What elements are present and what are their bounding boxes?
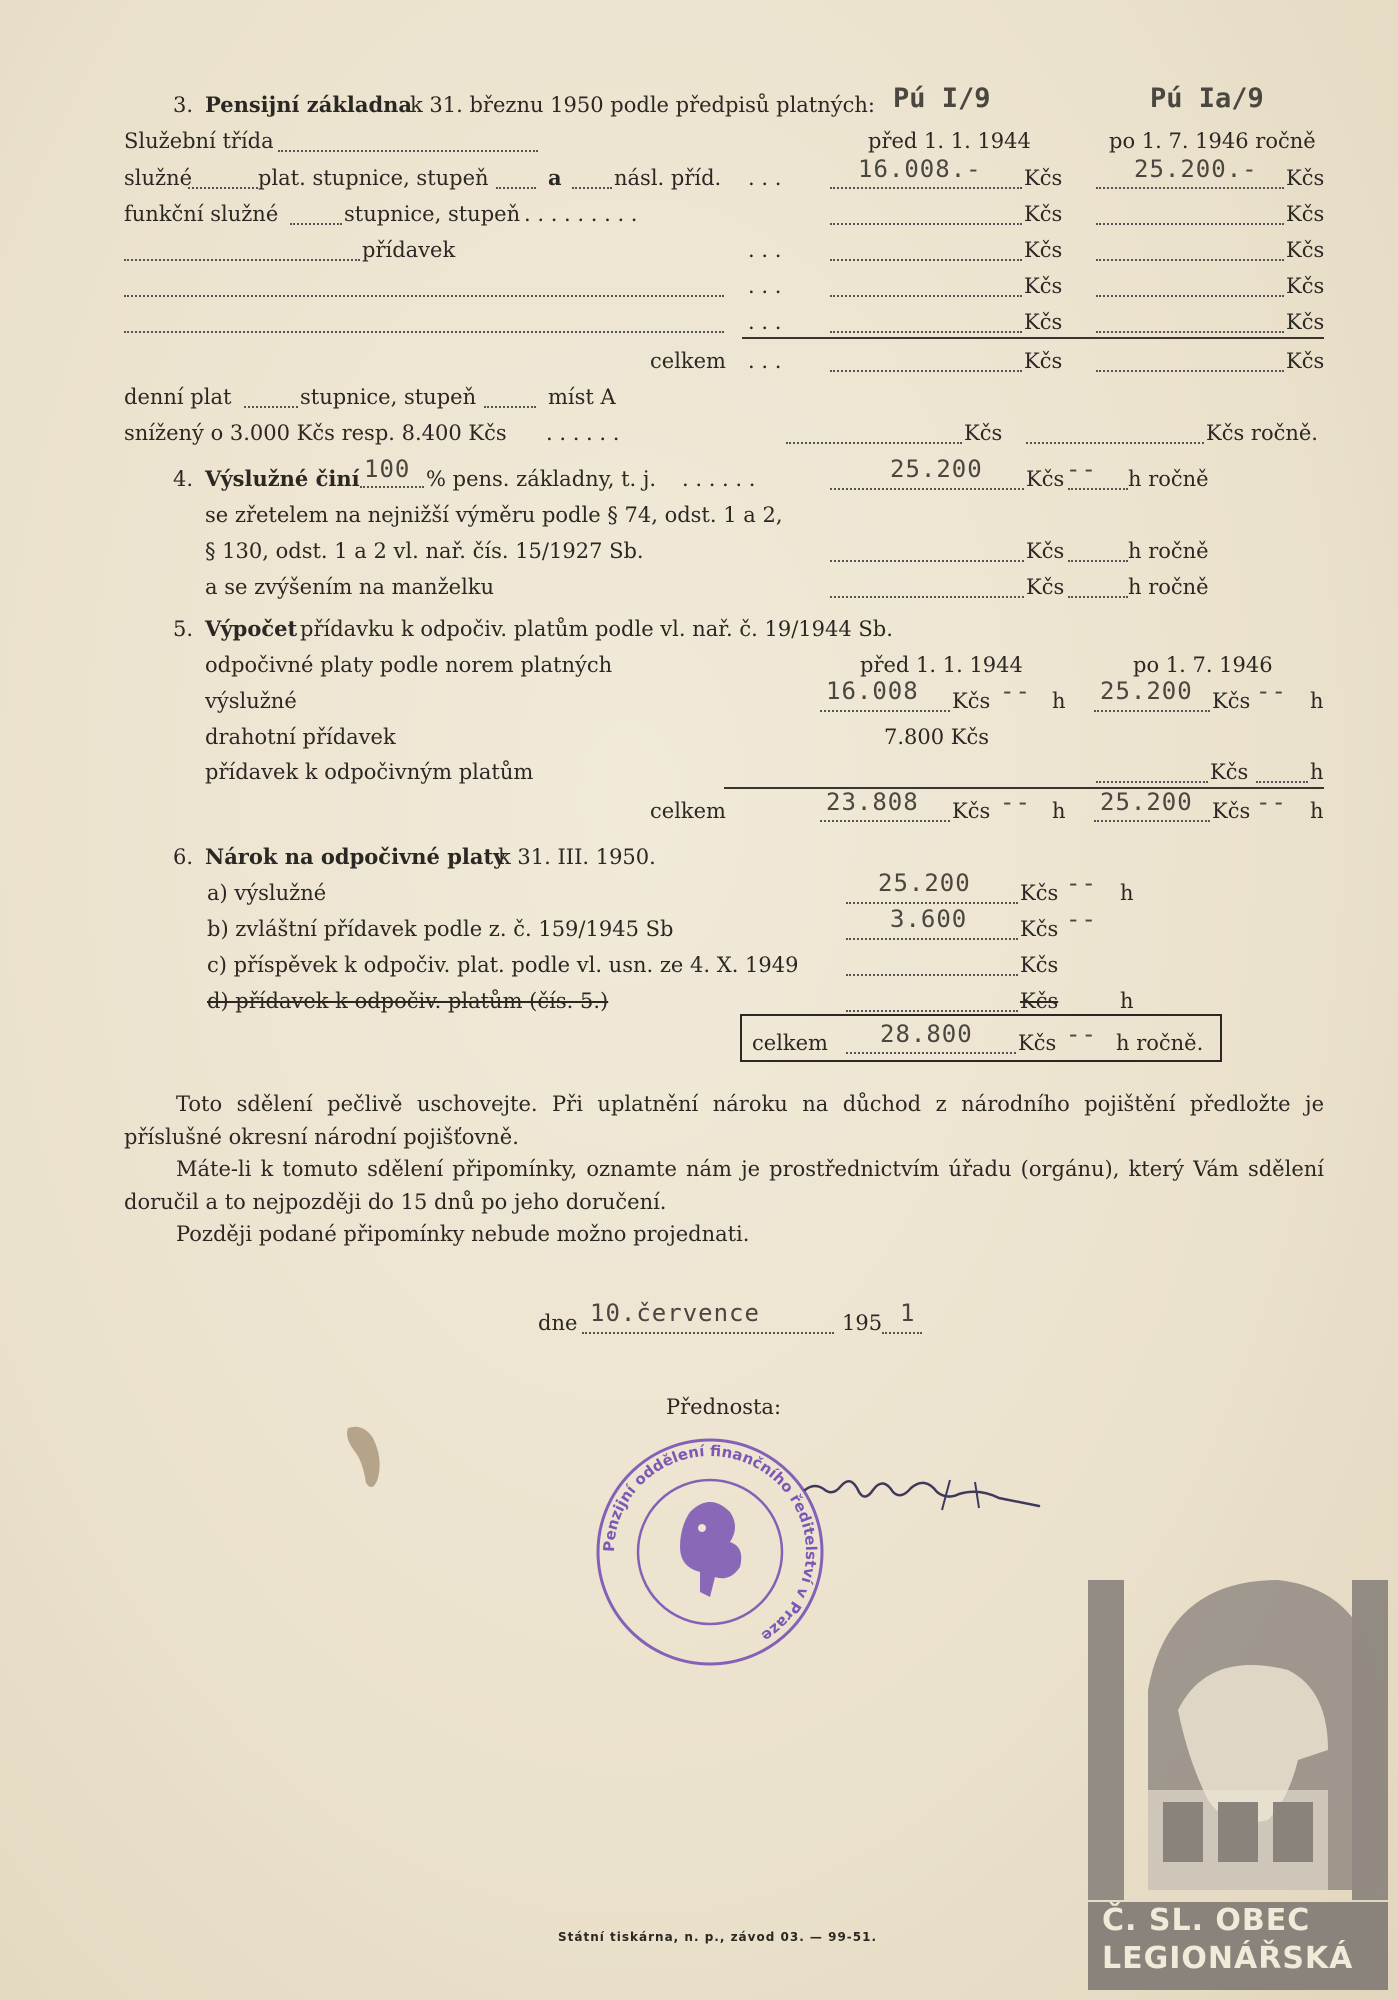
kcs-label: Kčs (1212, 799, 1251, 823)
dotted-line (1068, 488, 1128, 490)
plat-stupnice-label: plat. stupnice, stupeň (258, 166, 489, 190)
h-label: h (1310, 689, 1324, 713)
dotted-line (244, 406, 298, 408)
dotted-line (1096, 331, 1284, 333)
section4-line4: a se zvýšením na manželku (205, 575, 495, 599)
dots-leader: . . . (748, 238, 782, 262)
dotted-line (830, 187, 1022, 189)
sluzne-label: služné (124, 166, 193, 190)
kcs-label: Kčs (1018, 1031, 1057, 1055)
haler-dash: -- (1066, 905, 1097, 933)
dotted-line (830, 488, 1024, 490)
kcs-label: Kčs (1212, 689, 1251, 713)
coat-of-arms-icon (1163, 1802, 1203, 1862)
kcs-label: Kčs (1024, 202, 1063, 226)
stain-mark (338, 1418, 398, 1498)
dotted-line (1256, 781, 1308, 783)
dotted-line (290, 223, 342, 225)
s5-celkem-col2: 25.200 (1100, 788, 1193, 816)
vysluzne-label: výslužné (205, 689, 297, 713)
h-label: h (1120, 989, 1134, 1013)
mist-a-label: míst A (548, 385, 616, 409)
dotted-line (1026, 442, 1204, 444)
signature-icon (800, 1460, 1060, 1520)
dotted-line (846, 974, 1018, 976)
kcs-label: Kčs (1026, 575, 1065, 599)
funkcni-label: funkční služné (124, 202, 279, 226)
item-a-value: 25.200 (878, 869, 971, 897)
a-label: a (548, 165, 562, 190)
stupnice-stupen-label: stupnice, stupeň (300, 385, 477, 409)
pridavek-label: přídavek (362, 238, 456, 262)
drahotni-label: drahotní přídavek (205, 725, 396, 749)
date-value: 10.července (590, 1299, 760, 1327)
dotted-line (572, 187, 612, 189)
dotted-line (830, 331, 1022, 333)
h-rocne-label: h ročně (1128, 539, 1209, 563)
kcs-label: Kčs (1286, 238, 1325, 262)
kcs-label: Kčs (1020, 881, 1059, 905)
dotted-line (830, 560, 1024, 562)
dotted-line (496, 187, 536, 189)
haler-dash: -- (1256, 677, 1287, 705)
s5-celkem-col1: 23.808 (826, 788, 919, 816)
dots-leader: . . . (748, 349, 782, 373)
dotted-line (830, 223, 1022, 225)
sum-rule (742, 337, 1324, 339)
dotted-line (1096, 223, 1284, 225)
percentage-value: 100 (364, 455, 411, 483)
h-rocne-label: h ročně. (1116, 1031, 1204, 1055)
haler-dash: -- (1066, 869, 1097, 897)
nasl-prid-label: násl. příd. (614, 166, 722, 190)
notice-paragraph-3: Později podané připomínky nebude možno projednati. (176, 1222, 750, 1246)
section5-title: Výpočet (205, 616, 298, 641)
haler-dash: -- (1000, 788, 1031, 816)
dots-leader: . . . (748, 310, 782, 334)
col2-header: Pú Ia/9 (1150, 83, 1264, 114)
celkem-label: celkem (752, 1031, 828, 1055)
section5-number: 5. (173, 617, 194, 641)
kcs-label: Kčs (1286, 202, 1325, 226)
s5-col2-header: po 1. 7. 1946 (1133, 653, 1273, 677)
denni-plat-label: denní plat (124, 385, 232, 409)
section3-number: 3. (173, 93, 194, 117)
dotted-line (830, 295, 1022, 297)
date-prefix: dne (538, 1311, 578, 1335)
section5-sub: odpočivné platy podle norem platných (205, 653, 613, 677)
kcs-label: Kčs (1286, 349, 1325, 373)
kcs-label: Kčs (1286, 274, 1325, 298)
printer-footer: Státní tiskárna, n. p., závod 03. — 99-51. (558, 1930, 878, 1944)
kcs-label: Kčs (1020, 953, 1059, 977)
dotted-line (820, 710, 950, 712)
kcs-rocne-label: Kčs ročně. (1206, 421, 1318, 445)
vysluzne-amount: 25.200 (890, 455, 983, 483)
official-stamp (590, 1432, 830, 1672)
dotted-line (1096, 295, 1284, 297)
section5-title-rest: přídavku k odpočiv. platům podle vl. nař. č. 19/1944 Sb. (300, 617, 893, 641)
section4-number: 4. (173, 467, 194, 491)
dotted-line (1096, 187, 1284, 189)
dotted-line (846, 938, 1018, 940)
section4-title: Výslužné činí (205, 466, 360, 491)
h-label: h (1120, 881, 1134, 905)
sluzne-value-col2: 25.200.- (1134, 155, 1258, 183)
year-suffix: 1 (900, 1299, 916, 1327)
s5-vysluzne-col1: 16.008 (826, 677, 919, 705)
kcs-label: Kčs (1024, 238, 1063, 262)
dotted-line (1096, 370, 1284, 372)
stamp-text: Penzijní oddělení finančního ředitelství v Praze (599, 1441, 821, 1646)
date-col2: po 1. 7. 1946 ročně (1109, 129, 1316, 153)
drahotni-value: 7.800 Kčs (884, 725, 990, 749)
celkem-label: celkem (650, 349, 726, 373)
watermark-line2: LEGIONÁŘSKÁ (1102, 1941, 1354, 1976)
dots-leader: . . . . . . (546, 421, 620, 445)
dotted-line (846, 1010, 1018, 1012)
dotted-line (484, 406, 536, 408)
item-b-label: b) zvláštní přídavek podle z. č. 159/1945 Sb (207, 917, 674, 941)
kcs-label: Kčs (1210, 760, 1249, 784)
notice-paragraph-1: Toto sdělení pečlivě uschovejte. Při uplatnění nároku na důchod z národního pojištění předložte je příslušné okresní národní pojišťovně. (124, 1092, 1324, 1149)
section6-title: Nárok na odpočivné platy (205, 844, 506, 869)
dotted-line (786, 442, 962, 444)
dots-leader: . . . (748, 166, 782, 190)
kcs-label: Kčs (952, 799, 991, 823)
col1-header: Pú I/9 (893, 83, 991, 114)
dotted-line (846, 902, 1018, 904)
lion-emblem-icon (680, 1502, 741, 1597)
pridavek-k-label: přídavek k odpočivným platům (205, 760, 534, 784)
kcs-label: Kčs (1020, 917, 1059, 941)
h-label: h (1310, 760, 1324, 784)
kcs-label: Kčs (1024, 274, 1063, 298)
s5-vysluzne-col2: 25.200 (1100, 677, 1193, 705)
snizeny-label: snížený o 3.000 Kčs resp. 8.400 Kčs (124, 421, 507, 445)
dotted-line (882, 1332, 922, 1334)
kcs-label: Kčs (1026, 539, 1065, 563)
dots-leader: . . . . . . . . . (524, 202, 638, 226)
haler-dash: -- (1000, 677, 1031, 705)
dotted-line (582, 1332, 834, 1334)
celkem-label: celkem (650, 799, 726, 823)
h-label: h (1052, 689, 1066, 713)
kcs-label: Kčs (1024, 310, 1063, 334)
dotted-line (846, 1052, 1016, 1054)
kcs-label: Kčs (1020, 989, 1059, 1013)
dotted-line (1094, 710, 1210, 712)
h-rocne-label: h ročně (1128, 467, 1209, 491)
h-rocne-label: h ročně (1128, 575, 1209, 599)
dotted-line (278, 150, 538, 152)
dotted-line (820, 820, 950, 822)
sluzne-value-col1: 16.008.- (858, 155, 982, 183)
h-label: h (1310, 799, 1324, 823)
haler-dash: -- (1066, 455, 1097, 483)
dotted-line (1096, 259, 1284, 261)
kcs-label: Kčs (1286, 166, 1325, 190)
date-col1: před 1. 1. 1944 (868, 129, 1031, 153)
dotted-line (124, 331, 724, 333)
dotted-line (360, 486, 424, 488)
stupnice-stupen-label: stupnice, stupeň (344, 202, 521, 226)
dotted-line (830, 596, 1024, 598)
dotted-line (830, 259, 1022, 261)
notice-paragraph-2: Máte-li k tomuto sdělení připomínky, oznamte nám je prostřednictvím úřadu (orgánu), který Vám sdělení doručil a to nejpozději do 15 dnů po jeho doručení. (124, 1157, 1324, 1214)
haler-dash: -- (1256, 788, 1287, 816)
kcs-label: Kčs (1024, 166, 1063, 190)
kcs-label: Kčs (952, 689, 991, 713)
kcs-label: Kčs (964, 421, 1003, 445)
item-a-label: a) výslužné (207, 881, 327, 905)
dotted-line (188, 187, 258, 189)
dotted-line (124, 295, 724, 297)
dotted-line (1096, 781, 1208, 783)
section4-line2: se zřetelem na nejnižší výměru podle § 74, odst. 1 a 2, (205, 503, 783, 527)
dotted-line (830, 370, 1022, 372)
coat-of-arms-icon (1218, 1802, 1258, 1862)
kcs-label: Kčs (1026, 467, 1065, 491)
section4-line3: § 130, odst. 1 a 2 vl. nař. čís. 15/1927 Sb. (205, 539, 644, 563)
dots-leader: . . . (748, 274, 782, 298)
section6-title-rest: k 31. III. 1950. (498, 845, 656, 869)
section4-rest: % pens. základny, t. j. (426, 467, 657, 491)
item-c-label: c) příspěvek k odpočiv. plat. podle vl. usn. ze 4. X. 1949 (207, 953, 799, 977)
dotted-line (1094, 820, 1210, 822)
kcs-label: Kčs (1024, 349, 1063, 373)
dotted-line (124, 259, 360, 261)
year-prefix: 195 (842, 1311, 883, 1335)
dots-leader: . . . . . . (682, 467, 756, 491)
watermark-line1: Č. SL. OBEC (1102, 1903, 1311, 1938)
coat-of-arms-icon (1273, 1802, 1313, 1862)
dotted-line (1068, 560, 1128, 562)
prednosta-label: Přednosta: (666, 1395, 782, 1419)
dotted-line (1068, 596, 1128, 598)
kcs-label: Kčs (1286, 310, 1325, 334)
item-b-value: 3.600 (890, 905, 968, 933)
total-value: 28.800 (880, 1020, 973, 1048)
h-label: h (1052, 799, 1066, 823)
sluzebni-trida-label: Služební třída (124, 129, 274, 153)
section3-title-rest: k 31. březnu 1950 podle předpisů platných: (410, 93, 875, 117)
s5-col1-header: před 1. 1. 1944 (860, 653, 1023, 677)
item-d-label-struck: d) přídavek k odpočiv. platům (čís. 5.) (207, 989, 609, 1013)
haler-dash: -- (1066, 1020, 1097, 1048)
section6-number: 6. (173, 845, 194, 869)
section3-title: Pensijní základna (205, 92, 413, 117)
